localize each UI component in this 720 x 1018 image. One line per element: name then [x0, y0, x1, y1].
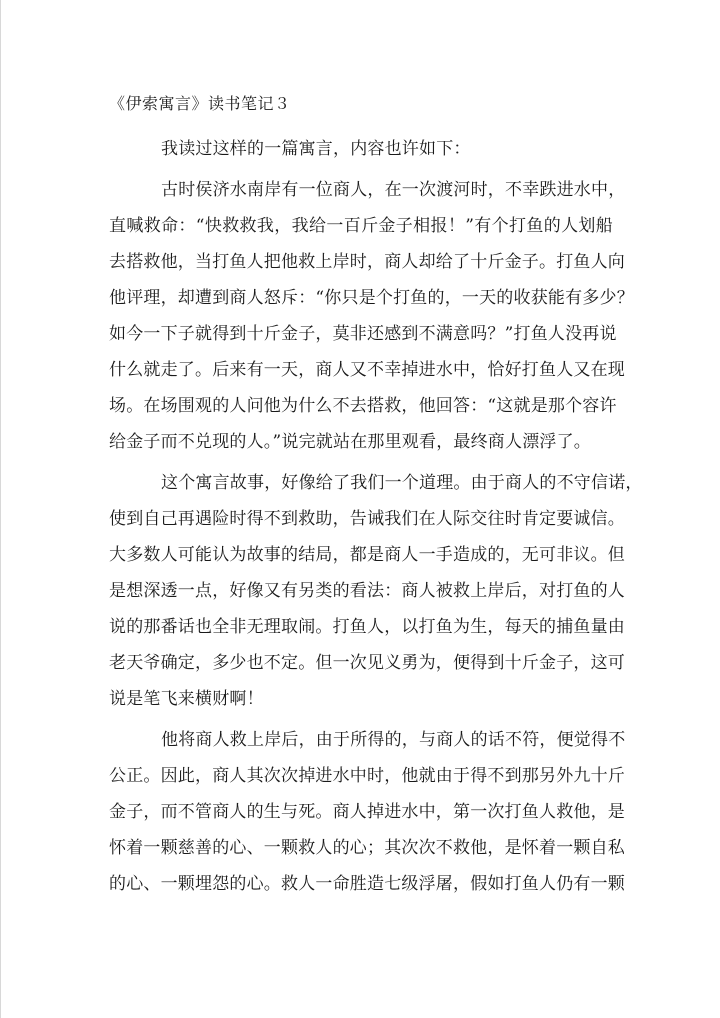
paragraph-intro [109, 131, 613, 167]
paragraph-story [109, 172, 634, 460]
text-line: 是想深透一点，好像又有另类的看法：商人被救上岸后，对打鱼的人 [109, 581, 625, 601]
text-line: 说是笔飞来横财啊！ [109, 689, 264, 709]
text-line: 直喊救命：“快救救我，我给一百斤金子相报！”有个打鱼的人划船 [109, 216, 613, 236]
text-line: 他将商人救上岸后，由于所得的，与商人的话不符，便觉得不 [161, 730, 626, 750]
text-line: 什么就走了。后来有一天，商人又不幸掉进水中，恰好打鱼人又在现 [109, 360, 625, 380]
text-line: 怀着一颗慈善的心、一颗救人的心；其次次不救他，是怀着一颗自私 [109, 838, 625, 858]
text-line: 公正。因此，商人其次次掉进水中时，他就由于得不到那另外九十斤 [109, 766, 625, 786]
paragraph-analysis [109, 722, 626, 902]
text-line: 使到自己再遇险时得不到救助，告诫我们在人际交往时肯定要诚信。 [109, 509, 625, 529]
text-line: 古时侯济水南岸有一位商人，在一次渡河时，不幸跌进水中， [161, 180, 626, 200]
document-title: 《伊索寓言》读书笔记３ [109, 94, 291, 113]
text-line: 给金子而不兑现的人。”说完就站在那里观看，最终商人漂浮了。 [109, 432, 591, 452]
text-line: 我读过这样的一篇寓言，内容也许如下： [161, 139, 471, 159]
document-body [109, 131, 643, 902]
text-line: 大多数人可能认为故事的结局，都是商人一手造成的，无可非议。但 [109, 545, 625, 565]
text-line: 场。在场围观的人问他为什么不去搭救，他回答：“这就是那个容许 [109, 396, 617, 416]
text-line: 说的那番话也全非无理取闹。打鱼人，以打鱼为生，每天的捕鱼量由 [109, 617, 625, 637]
text-line: 这个寓言故事，好像给了我们一个道理。由于商人的不守信诺， [161, 473, 643, 493]
text-line: 老天爷确定，多少也不定。但一次见义勇为，便得到十斤金子，这可 [109, 653, 625, 673]
text-line: 去搭救他，当打鱼人把他救上岸时，商人却给了十斤金子。打鱼人向 [109, 252, 625, 272]
text-line: 金子，而不管商人的生与死。商人掉进水中，第一次打鱼人救他，是 [109, 802, 625, 822]
text-line: 他评理，却遭到商人怒斥：“你只是个打鱼的，一天的收获能有多少？ [109, 288, 634, 308]
text-line: 如今一下子就得到十斤金子，莫非还感到不满意吗？”打鱼人没再说 [109, 324, 617, 344]
paragraph-lesson [109, 465, 643, 717]
text-line: 的心、一颗埋怨的心。救人一命胜造七级浮屠，假如打鱼人仍有一颗 [109, 874, 625, 894]
